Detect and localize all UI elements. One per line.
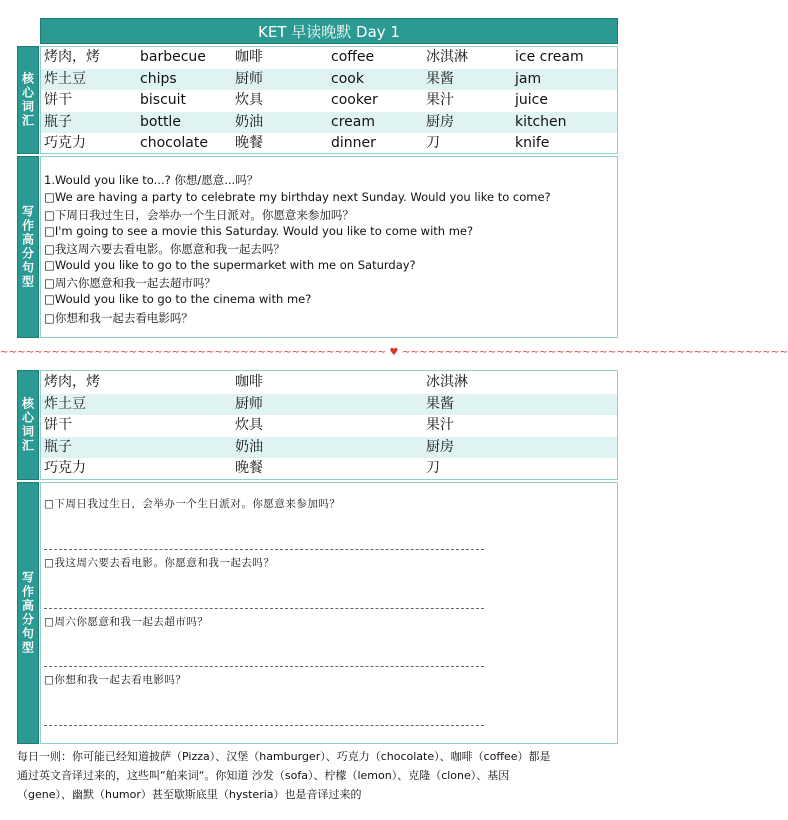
vocab-row: [41, 112, 617, 134]
vocab-zh: 炊具: [235, 417, 263, 433]
vocab-zh: 炸土豆: [44, 395, 86, 412]
vocab-row: [41, 415, 617, 437]
sentences-box: [40, 156, 618, 338]
sentence-line: □你想和我一起去看电影吗？: [44, 311, 193, 325]
vocab-zh: 冰淇淋: [426, 374, 468, 390]
vocab-practice-table: [40, 370, 618, 480]
vocab-zh: 咖啡: [235, 49, 263, 65]
vocab-zh: 刀: [426, 460, 440, 476]
vocab-en: knife: [515, 135, 550, 151]
vocab-row: [41, 372, 617, 394]
vocab-zh: 厨房: [426, 438, 454, 455]
vocab-row: [41, 90, 617, 112]
vocab-row: [41, 437, 617, 459]
vocab-row: [41, 69, 617, 91]
vocab-en: chocolate: [140, 135, 208, 151]
practice-prompt: □你想和我一起去看电影吗？: [44, 674, 187, 686]
vocab-row: [41, 133, 617, 155]
practice-prompt: □我这周六要去看电影。你愿意和我一起去吗？: [44, 557, 275, 569]
vocab-row: [41, 458, 617, 480]
vocab-zh: 巧克力: [44, 460, 86, 476]
vocab-zh: 巧克力: [44, 135, 86, 151]
vocab-zh: 刀: [426, 135, 440, 151]
sentences-section-label-practice: 写作高分句型: [17, 482, 39, 744]
vocab-en: cooker: [331, 92, 378, 108]
vocab-zh: 饼干: [44, 92, 72, 108]
vocab-section-label: 核心词汇: [17, 46, 39, 154]
daily-tip-line: 通过英文音译过来的，这些叫“舶来词“。你知道 沙发（sofa）、柠檬（lemon）、克隆（clone）、基因: [17, 769, 510, 782]
section-divider: ~~~~~~~~~~~~~~~~~~~~~~~~~~~~~~~~~~~~~~~~~~~~~ ♥ ~~~~~~~~~~~~~~~~~~~~~~~~~~~~~~~~~~~~~~~~~~~~~: [0, 347, 788, 358]
vocab-zh: 炊具: [235, 92, 263, 108]
vocab-zh: 冰淇淋: [426, 49, 468, 65]
vocab-en: kitchen: [515, 113, 567, 130]
answer-line[interactable]: [44, 549, 484, 550]
daily-tip-line: 每日一则：你可能已经知道披萨（Pizza）、汉堡（hamburger）、巧克力（chocolate）、咖啡（coffee）都是: [17, 750, 551, 763]
vocab-zh: 饼干: [44, 417, 72, 433]
answer-line[interactable]: [44, 666, 484, 667]
vocab-zh: 果酱: [426, 70, 454, 87]
vocab-en: chips: [140, 70, 177, 87]
vocab-en: coffee: [331, 49, 375, 65]
vocab-zh: 烤肉，烤: [44, 374, 100, 390]
vocab-section-label-practice: 核心词汇: [17, 370, 39, 480]
sentence-line: □Would you like to go to the cinema with me?: [44, 292, 312, 306]
sentence-line: □下周日我过生日，会举办一个生日派对。你愿意来参加吗？: [44, 208, 354, 222]
sentence-line: □我这周六要去看电影。你愿意和我一起去吗？: [44, 242, 285, 256]
answer-line[interactable]: [44, 608, 484, 609]
vocab-en: biscuit: [140, 92, 187, 108]
vocab-en: ice cream: [515, 49, 584, 65]
vocab-zh: 奶油: [235, 113, 263, 130]
vocab-zh: 烤肉，烤: [44, 49, 100, 65]
vocab-zh: 瓶子: [44, 438, 72, 455]
daily-tip-line: （gene）、幽默（humor）甚至歇斯底里（hysteria）也是音译过来的: [17, 788, 362, 801]
vocab-zh: 果汁: [426, 417, 454, 433]
vocab-zh: 厨师: [235, 70, 263, 87]
vocab-table: [40, 46, 618, 154]
vocab-zh: 果汁: [426, 92, 454, 108]
practice-prompt: □下周日我过生日，会举办一个生日派对。你愿意来参加吗？: [44, 498, 341, 510]
vocab-zh: 晚餐: [235, 460, 263, 476]
vocab-zh: 炸土豆: [44, 70, 86, 87]
vocab-en: cook: [331, 70, 364, 87]
vocab-en: dinner: [331, 135, 376, 151]
sentences-section-label: 写作高分句型: [17, 156, 39, 338]
sentence-line: □Would you like to go to the supermarket with me on Saturday?: [44, 258, 416, 272]
vocab-en: barbecue: [140, 49, 206, 65]
sentence-line: □I'm going to see a movie this Saturday. Would you like to come with me?: [44, 224, 474, 238]
practice-prompt: □周六你愿意和我一起去超市吗？: [44, 616, 209, 628]
sentence-line: □周六你愿意和我一起去超市吗？: [44, 276, 216, 290]
vocab-zh: 咖啡: [235, 374, 263, 390]
vocab-row: [41, 394, 617, 416]
daily-tip: [17, 747, 618, 804]
page-title: KET 早读晚默 Day 1: [40, 18, 618, 44]
vocab-en: cream: [331, 113, 375, 130]
vocab-en: juice: [515, 92, 548, 108]
answer-line[interactable]: [44, 725, 484, 726]
vocab-zh: 奶油: [235, 438, 263, 455]
vocab-en: jam: [515, 70, 542, 87]
vocab-zh: 厨师: [235, 395, 263, 412]
practice-box: [40, 482, 618, 744]
vocab-row: [41, 47, 617, 69]
vocab-en: bottle: [140, 113, 181, 130]
sentence-line: □We are having a party to celebrate my birthday next Sunday. Would you like to come?: [44, 190, 551, 204]
sentence-line: 1.Would you like to...? 你想/愿意...吗？: [44, 173, 259, 187]
vocab-zh: 厨房: [426, 113, 454, 130]
vocab-zh: 晚餐: [235, 135, 263, 151]
vocab-zh: 果酱: [426, 395, 454, 412]
vocab-zh: 瓶子: [44, 113, 72, 130]
